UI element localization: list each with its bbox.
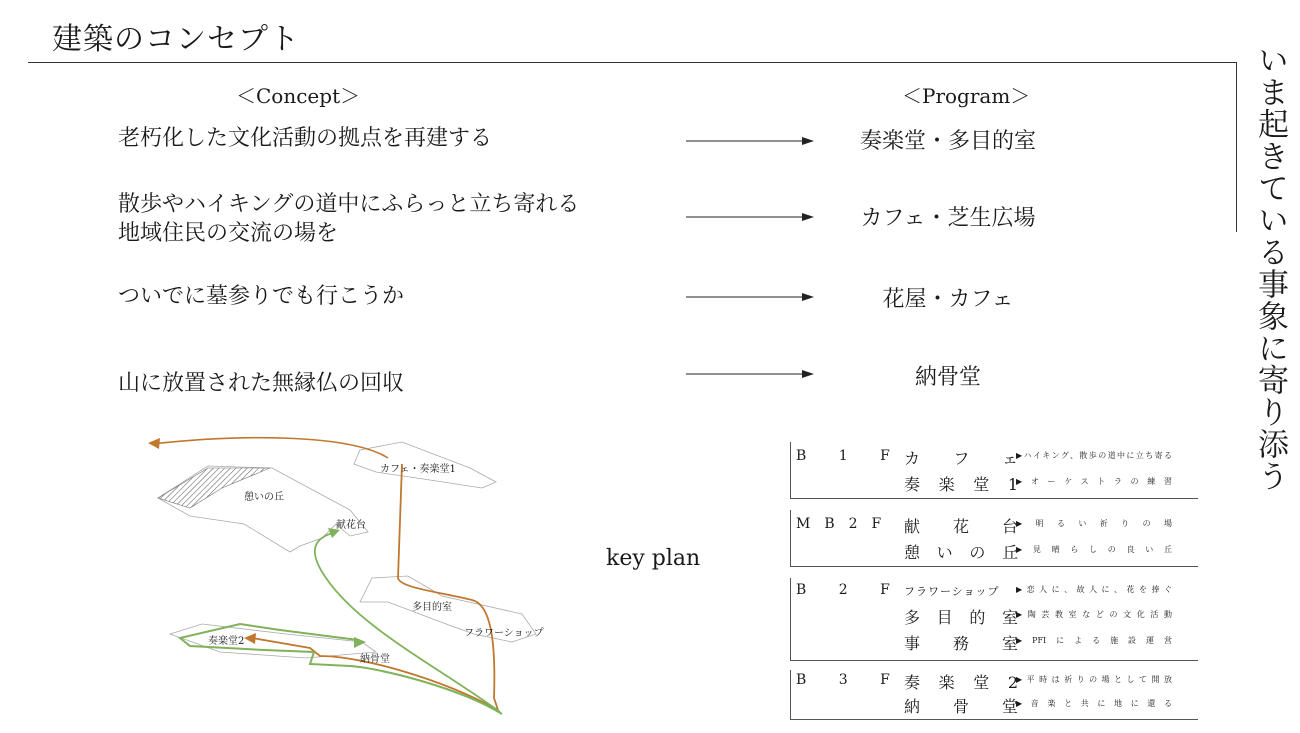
diagram-label-hall2: 奏楽堂2 [208, 636, 245, 647]
room-name: 奏楽堂1 [904, 475, 1018, 494]
circulation-diagram [140, 428, 544, 728]
diagram-label-altar: 献花台 [336, 520, 366, 531]
room-name: 憩いの丘 [904, 543, 1018, 562]
green-route [315, 532, 500, 712]
program-4: 納骨堂 [914, 365, 981, 390]
orange-route [152, 438, 388, 458]
room-name: 奏楽堂2 [904, 673, 1018, 692]
diagram-label-hill: 憩いの丘 [244, 492, 284, 503]
title-rule [28, 62, 1236, 63]
program-header: ＜Program＞ [902, 84, 1031, 108]
concept-2-line-2: 地域住民の交流の場を [118, 221, 339, 246]
side-rule [1236, 62, 1237, 232]
room-name: フラワーショップ [904, 585, 1000, 598]
orange-arrowhead [148, 438, 160, 449]
floor-b3f [790, 670, 1198, 720]
orange-arrowhead [244, 633, 256, 644]
diagram-label-flower: フラワーショップ [464, 628, 544, 639]
floor-b2f [790, 578, 1198, 661]
floor-label: MB2F [796, 516, 896, 532]
arrow-icon [686, 211, 816, 223]
room-desc: ▶恋人に、故人に、花を捧ぐ [1016, 585, 1172, 594]
orange-route [252, 638, 498, 710]
room-desc: ▶PFIによる施設運営 [1016, 636, 1172, 645]
side-title: いま起きている事象に寄り添う [1252, 44, 1288, 492]
concept-4-line-1: 山に放置された無縁仏の回収 [118, 371, 405, 396]
room-desc: ▶平時は祈りの場として開放 [1016, 675, 1172, 684]
room-name: 献花台 [904, 517, 1018, 536]
room-name: カフェ [904, 449, 1018, 468]
floor-mb2f [790, 510, 1198, 567]
concept-header: ＜Concept＞ [236, 84, 361, 108]
program-1: 奏楽堂・多目的室 [859, 129, 1036, 154]
floor-label: B 3 F [796, 672, 904, 688]
concept-1-line-1: 老朽化した文化活動の拠点を再建する [118, 126, 493, 151]
green-arrowhead [354, 637, 366, 648]
room-name: 納骨堂 [904, 697, 1018, 716]
arrow-icon [686, 291, 816, 303]
concept-3-line-1: ついでに墓参りでも行こうか [118, 284, 405, 309]
floor-b1f [790, 442, 1198, 499]
room-desc: ▶陶芸教室などの文化活動 [1016, 610, 1172, 619]
room-desc: ▶オーケストラの練習 [1016, 477, 1172, 486]
circulation-svg [140, 428, 540, 728]
diagram-label-cafe: カフェ・奏楽堂1 [380, 464, 456, 475]
arrow-icon [686, 368, 816, 380]
orange-route [398, 464, 498, 710]
page-title: 建築のコンセプト [52, 22, 300, 57]
diagram-label-multi: 多目的室 [412, 602, 452, 613]
arrow-icon [686, 135, 816, 147]
diagram-label-ossuary: 納骨堂 [360, 654, 390, 665]
key-plan-label: key plan [606, 546, 701, 571]
concept-2-line-1: 散歩やハイキングの道中にふらっと立ち寄れる [118, 192, 580, 217]
room-desc: ▶音楽と共に地に還る [1016, 699, 1172, 708]
room-desc: ▶見晴らしの良い丘 [1016, 545, 1172, 554]
floor-label: B 1 F [796, 448, 904, 464]
program-3: 花屋・カフェ [882, 287, 1014, 312]
room-desc: ▶ハイキング、散歩の道中に立ち寄る [1016, 451, 1172, 460]
room-name: 事務室 [904, 634, 1018, 653]
room-name: 多目的室 [904, 608, 1018, 627]
program-2: カフェ・芝生広場 [860, 206, 1036, 231]
room-desc: ▶明るい祈りの場 [1016, 519, 1172, 528]
floor-label: B 2 F [796, 582, 904, 598]
